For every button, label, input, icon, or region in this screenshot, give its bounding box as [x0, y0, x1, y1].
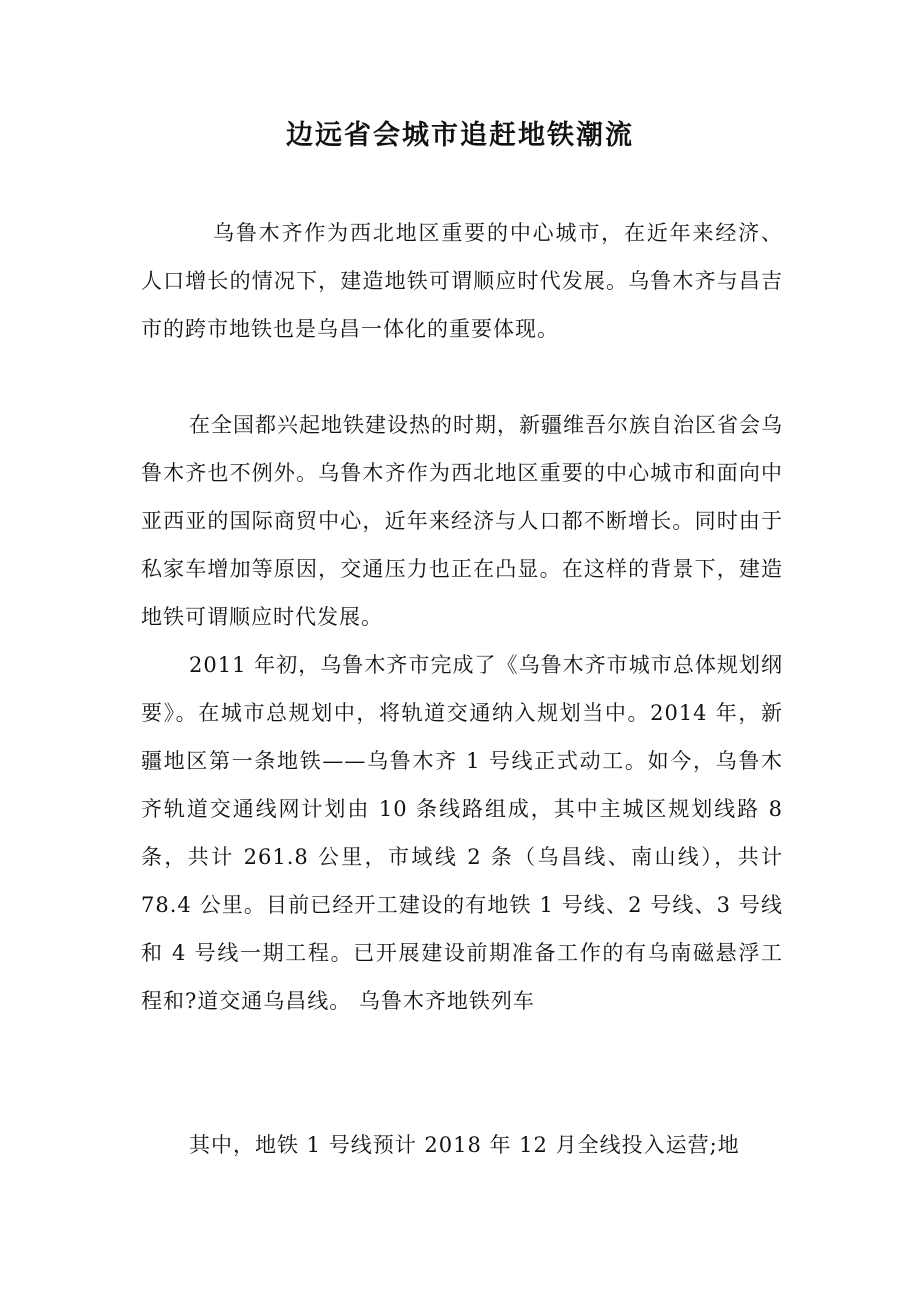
paragraph-1: 乌鲁木齐作为西北地区重要的中心城市，在近年来经济、人口增长的情况下，建造地铁可谓顺应时代发展。乌鲁木齐与昌吉市的跨市地铁也是乌昌一体化的重要体现。: [141, 221, 783, 341]
paragraph-3: 2011 年初，乌鲁木齐市完成了《乌鲁木齐市城市总体规划纲要》。在城市总规划中，将轨道交通纳入规划当中。2014 年，新疆地区第一条地铁——乌鲁木齐 1 号线正式动工。如今，乌鲁木齐轨道交通线网计划由 10 条线路组成，其中主城区规划线路 8 条，共计 261.8 公里，市域线 2 条（乌昌线、南山线），共计 78.4 公里。目前已经开工建设的有地铁 1 号线、2 号线、3 号线和 4 号线一期工程。已开展建设前期准备工作的有乌南磁悬浮工程和?道交通乌昌线。 乌鲁木齐地铁列车: [141, 653, 783, 1013]
paragraph-2: 在全国都兴起地铁建设热的时期，新疆维吾尔族自治区省会乌鲁木齐也不例外。乌鲁木齐作为西北地区重要的中心城市和面向中亚西亚的国际商贸中心，近年来经济与人口都不断增长。同时由于私家车增加等原因，交通压力也正在凸显。在这样的背景下，建造地铁可谓顺应时代发展。: [141, 413, 783, 629]
document-title: 边远省会城市追赶地铁潮流: [286, 120, 634, 151]
paragraph-4: 其中，地铁 1 号线预计 2018 年 12 月全线投入运营;地: [189, 1133, 740, 1157]
